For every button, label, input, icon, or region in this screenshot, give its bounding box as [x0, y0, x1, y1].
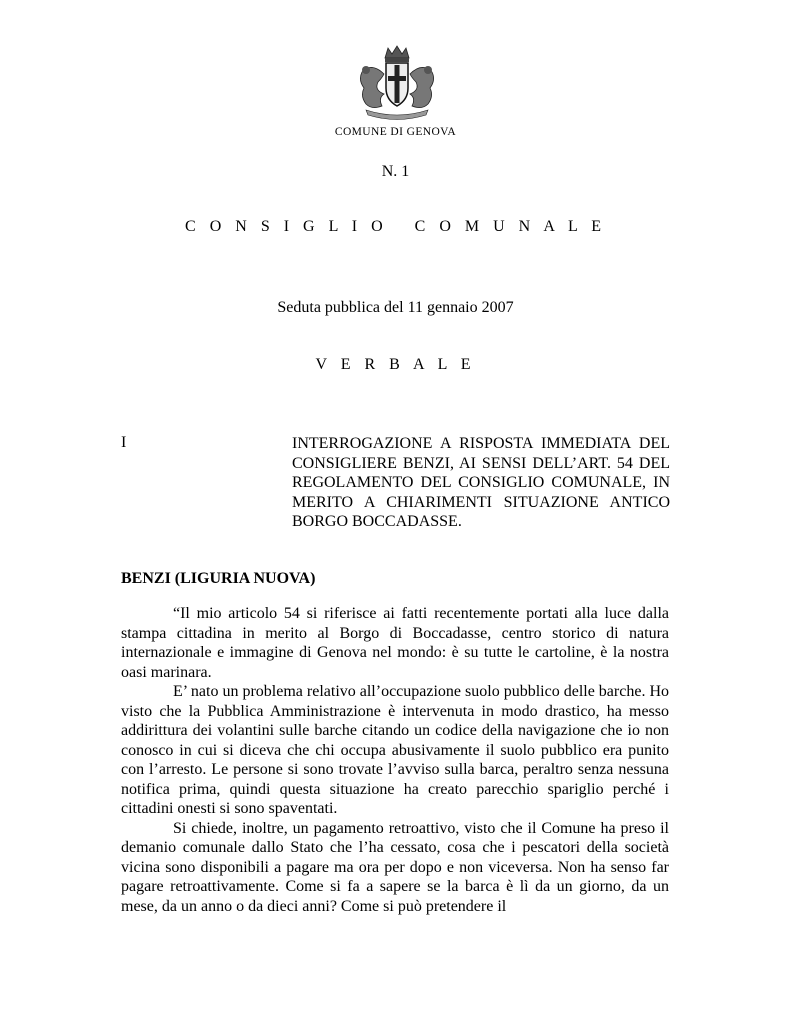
session-date: Seduta pubblica del 11 gennaio 2007	[277, 299, 514, 316]
genova-coat-of-arms-icon	[352, 44, 442, 122]
document-type: V E R B A L E	[315, 356, 476, 373]
speech-body	[121, 604, 669, 916]
speech-paragraph: E’ nato un problema relativo all’occupazione suolo pubblico delle barche. Ho visto che la Pubblica Amministrazione è intervenuta in modo drastico, ha messo addirittura dei volantini sulle barche citando un codice della navigazione che io non conosco in cui si diceva che chi occupa abusivamente il suolo pubblico era punito con l’arresto. Le persone si sono trovate l’avviso sulla barca, peraltro senza nessuna notifica prima, quindi questa situazione ha creato parecchio spariglio perché i cittadini onesti si sono spaventati.	[121, 683, 669, 817]
speech-paragraph: Si chiede, inoltre, un pagamento retroattivo, visto che il Comune ha preso il demanio comunale dallo Stato che l’ha cessato, cosa che i pescatori della società vicina sono disponibili a pagare ma ora per dopo e non viceversa. Non ha senso far pagare retroattivamente. Come si fa a sapere se la barca è lì da un giorno, da un mese, da un anno o da dieci anni? Come si può pretendere il	[121, 819, 669, 915]
speech-paragraph: “Il mio articolo 54 si riferisce ai fatti recentemente portati alla luce dalla stampa cittadina in merito al Borgo di Boccadasse, centro storico di natura internazionale e immagine di Genova nel mondo: è su tutte le cartoline, è la nostra oasi marinara.	[121, 605, 669, 681]
agenda-item-title: INTERROGAZIONE A RISPOSTA IMMEDIATA DEL CONSIGLIERE BENZI, AI SENSI DELL’ART. 54 DEL REGOLAMENTO DEL CONSIGLIO COMUNALE, IN MERITO A CHIARIMENTI SITUAZIONE ANTICO BORGO BOCCADASSE.	[292, 435, 670, 530]
speaker-name: BENZI (LIGURIA NUOVA)	[121, 570, 316, 587]
document-number: N. 1	[381, 163, 410, 180]
council-title: C O N S I G L I O C O M U N A L E	[185, 218, 606, 235]
institution-name: COMUNE DI GENOVA	[334, 126, 457, 138]
agenda-item-number: I	[121, 434, 127, 451]
